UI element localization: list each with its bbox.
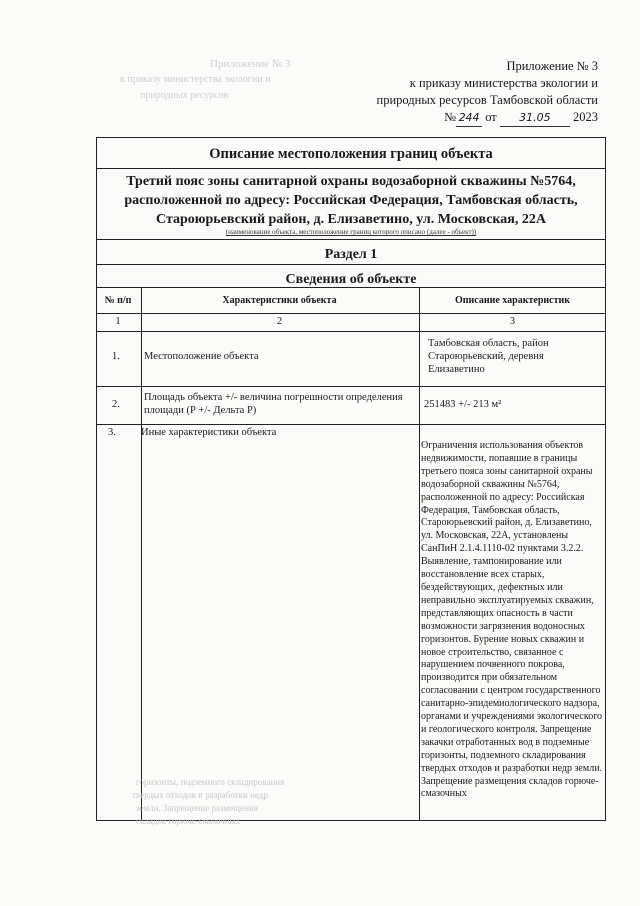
row-number: 3.	[108, 427, 116, 438]
rule	[97, 239, 605, 240]
rule	[97, 168, 605, 169]
col-number: 2	[276, 316, 283, 327]
document-title: Описание местоположения границ объекта	[209, 146, 493, 162]
row-characteristic: Местоположение объекта	[144, 351, 259, 362]
appendix-title: Приложение № 3	[506, 59, 598, 73]
row-description: Ограничения использования объектов недвижимости, попавшие в границы третьего пояса зоны санитарной охраны водозаборной скважины №5764, расположенной по адресу: Российская Федерация, Тамбовская область, Староюрьевский район, д. Елизаветино, ул. Московская, 22А, установлены СанПиН 2.1.4.1110-02 пунктами 3.2.2. Выявление, тампонирование или восстановление всех старых, бездействующих, дефектных или неправильно эксплуатируемых скважин, представляющих опасность в части возможности загрязнения водоносных горизонтов. Бурение новых скважин и новое строительство, связанное с нарушением почвенного покрова, производится при обязательном согласовании с центром государственного санитарно-эпидемиологического надзора, органами и учреждениями экологического и геологического контроля. Запрещение закачки отработанных вод в подземные горизонты, подземного складирования твердых отходов и разработки недр земли. Запрещение размещения складов горюче-смазочных	[421, 440, 603, 800]
row-number: 2.	[112, 399, 120, 410]
row-characteristic: Площадь объекта +/- величина погрешности определения площади (Р +/- Дельта Р)	[144, 392, 403, 416]
order-year: 2023	[573, 110, 598, 124]
object-name-line: Третий пояс зоны санитарной охраны водозаборной скважины №5764,	[126, 174, 576, 189]
object-name	[96, 172, 606, 229]
rule	[97, 386, 605, 387]
number-prefix: №	[444, 110, 457, 124]
row-description: 251483 +/- 213 м²	[424, 399, 502, 410]
col-header-number: № п/п	[104, 295, 132, 306]
column-divider	[419, 287, 420, 820]
date-prefix: от	[485, 110, 497, 124]
appendix-ministry-line: природных ресурсов Тамбовской области	[376, 93, 598, 107]
col-header-description: Описание характеристик	[454, 295, 571, 306]
faint-stamp-line: к приказу министерства экологии и	[120, 74, 271, 85]
object-name-line: расположенной по адресу: Российская Федерация, Тамбовская область,	[124, 193, 578, 208]
bleed-through-line: горизонты, подземного складирования	[136, 777, 285, 787]
appendix-order-line: к приказу министерства экологии и	[409, 76, 598, 90]
row-number: 1.	[112, 351, 120, 362]
appendix-number-line	[308, 109, 598, 127]
col-header-characteristics: Характеристики объекта	[222, 295, 337, 306]
bleed-through-line: твердых отходов и разработки недр	[132, 790, 268, 800]
object-name-line: Староюрьевский район, д. Елизаветино, ул. Московская, 22А	[156, 212, 546, 227]
subsection-heading: Сведения об объекте	[285, 272, 417, 287]
order-number: 244	[456, 109, 482, 127]
object-caption: (наименование объекта, местоположение границ которого описано (далее - объект))	[225, 228, 477, 236]
rule	[97, 331, 605, 332]
faint-stamp-line: природных ресурсов	[140, 90, 229, 101]
bleed-through-line: складов горюче-смазочных	[136, 816, 241, 826]
rule	[97, 264, 605, 265]
column-divider	[141, 287, 142, 820]
rule	[97, 424, 605, 425]
order-date: 31.05	[500, 109, 570, 127]
col-number: 3	[509, 316, 516, 327]
rule	[97, 313, 605, 314]
faint-stamp-line: Приложение № 3	[210, 58, 291, 70]
col-number: 1	[115, 316, 121, 327]
row-characteristic: Иные характеристики объекта	[141, 427, 277, 438]
row-description: Тамбовская область, район Староюрьевский, деревня Елизаветино	[428, 338, 549, 375]
bleed-through-line: земли. Запрещение размещения	[136, 803, 258, 813]
section-heading: Раздел 1	[324, 247, 378, 262]
appendix-block	[308, 58, 598, 127]
